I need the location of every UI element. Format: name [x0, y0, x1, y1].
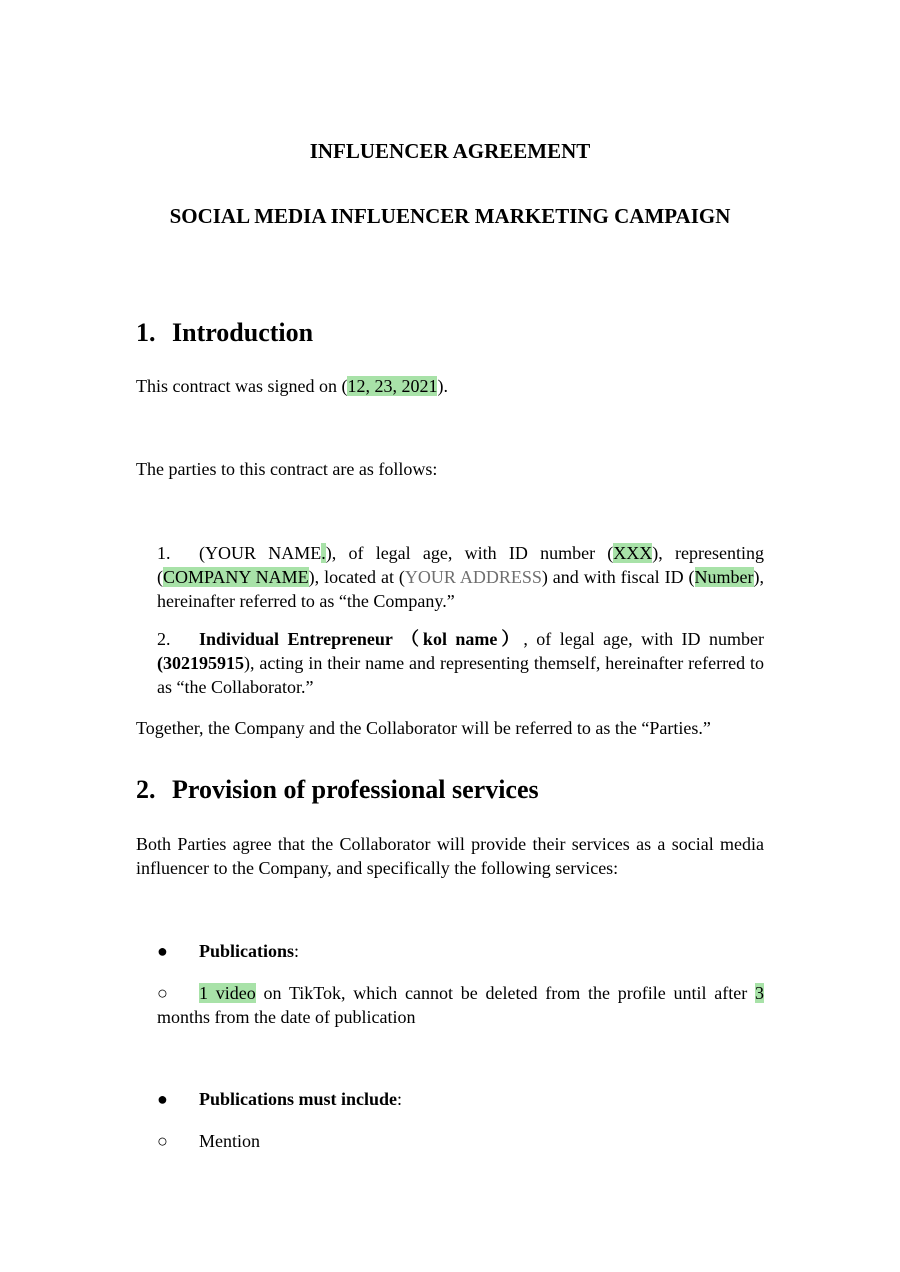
signed-date-paragraph	[136, 374, 764, 398]
party-1-text: ), representing (	[157, 543, 764, 587]
party-1-highlight-dot: .	[321, 543, 326, 563]
document-subtitle: SOCIAL MEDIA INFLUENCER MARKETING CAMPAIGN	[169, 204, 731, 228]
publications-colon: :	[294, 941, 300, 961]
video-count: 1 video	[199, 983, 256, 1003]
publications-bullet	[157, 939, 299, 963]
together-paragraph: Together, the Company and the Collaborator will be referred to as the “Parties.”	[136, 718, 711, 738]
party-1-text: ), of legal age, with ID number (	[325, 543, 614, 563]
must-include-colon: :	[397, 1089, 403, 1109]
party-1-text: ), hereinafter referred to as “the Company.”	[157, 567, 764, 611]
party-2-item	[157, 627, 764, 699]
parties-intro: The parties to this contract are as follows:	[136, 459, 438, 479]
party-2-id-number: (302195915	[157, 653, 244, 673]
sub-bullet-marker: ○	[157, 1131, 168, 1151]
party-2-text: ), acting in their name and representing themself, hereinafter referred to as “the Collaborator.”	[157, 653, 764, 697]
video-months: 3	[755, 983, 764, 1003]
party-1-item	[157, 541, 764, 613]
section-2-heading	[136, 775, 539, 805]
section-1-title: Introduction	[172, 318, 314, 347]
section-2-number: 2.	[136, 775, 156, 804]
document-title: INFLUENCER AGREEMENT	[309, 139, 591, 163]
party-2-text: , of legal age, with ID number	[523, 629, 764, 649]
mention-text: Mention	[199, 1131, 260, 1151]
mention-item	[157, 1129, 260, 1153]
video-item-text: on TikTok, which cannot be deleted from the profile until after	[255, 983, 755, 1003]
must-include-bullet	[157, 1087, 402, 1111]
party-1-text: ), located at (	[308, 567, 405, 587]
signed-prefix: This contract was signed on (	[136, 376, 348, 396]
party-1-text: (YOUR NAME	[199, 543, 322, 563]
video-item-text: months from the date of publication	[157, 1007, 416, 1027]
party-1-id-number: XXX	[613, 543, 653, 563]
party-1-fiscal-id: Number	[694, 567, 754, 587]
party-1-marker: 1.	[157, 543, 171, 563]
party-2-entrepreneur: Individual Entrepreneur （kol name）	[199, 629, 524, 649]
services-intro: Both Parties agree that the Collaborator will provide their services as a social media influencer to the Company, and specifically the following services:	[136, 834, 764, 878]
sub-bullet-marker: ○	[157, 983, 168, 1003]
party-1-company-name: COMPANY NAME	[163, 567, 309, 587]
party-2-marker: 2.	[157, 629, 171, 649]
party-1-address: YOUR ADDRESS	[404, 567, 542, 587]
section-1-number: 1.	[136, 318, 156, 347]
bullet-marker: ●	[157, 1089, 168, 1109]
must-include-label: Publications must include	[199, 1089, 398, 1109]
signed-date: 12, 23, 2021	[347, 376, 438, 396]
section-2-title: Provision of professional services	[172, 775, 539, 804]
publications-label: Publications	[199, 941, 295, 961]
section-1-heading	[136, 318, 313, 348]
party-1-text: ) and with fiscal ID (	[541, 567, 695, 587]
video-item	[157, 981, 764, 1029]
bullet-marker: ●	[157, 941, 168, 961]
signed-suffix: ).	[437, 376, 448, 396]
